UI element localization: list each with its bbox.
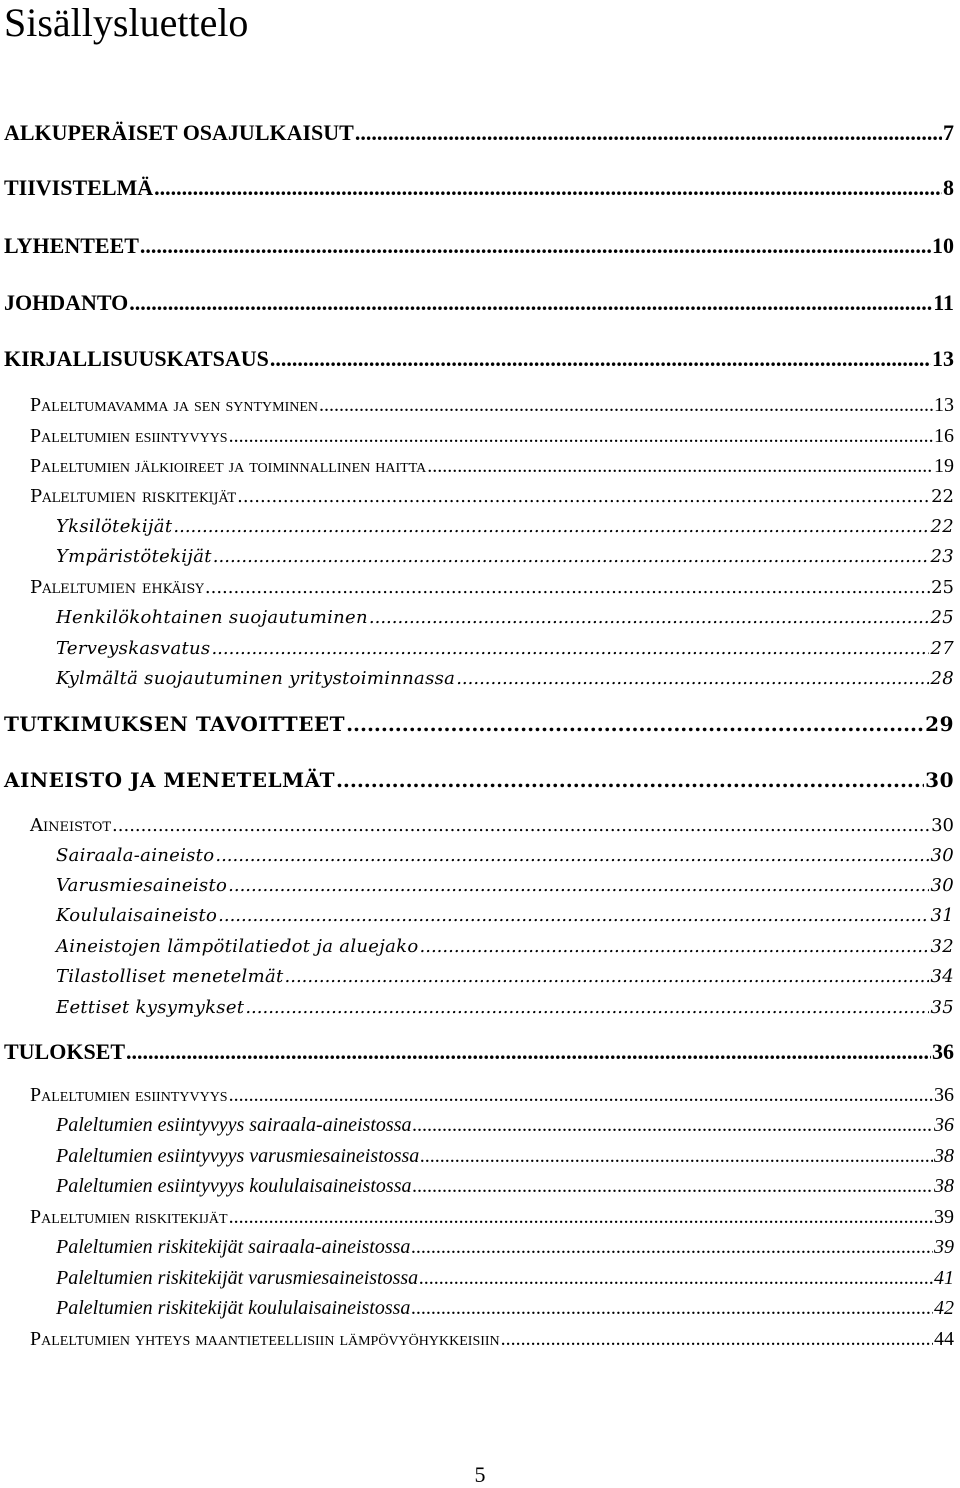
toc-entry-page: 22: [930, 516, 954, 537]
toc-entry-title: Aineistojen lämpötilatiedot ja aluejako: [56, 936, 419, 957]
dot-leader: [218, 905, 929, 926]
toc-entry-page: 30: [930, 875, 954, 896]
toc-entry-title: Paleltumien riskitekijät: [30, 486, 237, 507]
toc-entry-title: Paleltumien riskitekijät varusmiesaineistossa: [56, 1267, 419, 1289]
toc-entry-level-3[interactable]: [56, 1175, 954, 1198]
toc-entry-title: Aineistot: [30, 815, 112, 836]
toc-entry-level-3[interactable]: [56, 966, 954, 987]
toc-entry-level-3[interactable]: [56, 546, 954, 567]
toc-entry-title: Paleltumien riskitekijät sairaala-aineistossa: [56, 1236, 411, 1258]
toc-entry-page: 30: [930, 845, 954, 866]
toc-entry-level-3[interactable]: [56, 607, 954, 628]
toc-entry-level-1[interactable]: [4, 712, 954, 736]
toc-entry-page: 7: [943, 120, 954, 145]
toc-entry-title: Paleltumien esiintyvyys varusmiesaineistossa: [56, 1145, 420, 1167]
toc-entry-page: 19: [934, 455, 954, 477]
toc-entry-level-2[interactable]: [30, 577, 954, 598]
toc-entry-level-2[interactable]: [30, 1328, 954, 1351]
dot-leader: [237, 486, 930, 507]
toc-entry-title: Eettiset kysymykset: [56, 997, 245, 1018]
dot-leader: [213, 546, 930, 567]
toc-entry-page: 36: [934, 1084, 954, 1106]
toc-entry-title: Paleltumien esiintyvyys koululaisaineistossa: [56, 1175, 412, 1197]
toc-entry-page: 22: [931, 486, 954, 507]
toc-entry-level-3[interactable]: [56, 516, 954, 537]
toc-entry-page: 13: [934, 394, 954, 416]
dot-leader: [229, 1084, 933, 1107]
dot-leader: [427, 455, 933, 478]
dot-leader: [215, 845, 929, 866]
toc-entry-level-1[interactable]: [4, 290, 954, 316]
toc-entry-title: AINEISTO JA MENETELMÄT: [4, 768, 335, 792]
toc-entry-level-1[interactable]: [4, 120, 954, 146]
dot-leader: [245, 997, 929, 1018]
dot-leader: [411, 1297, 933, 1320]
toc-entry-title: ALKUPERÄISET OSAJULKAISUT: [4, 120, 354, 145]
dot-leader: [285, 966, 930, 987]
toc-entry-title: Paleltumien esiintyvyys: [30, 425, 228, 447]
toc-entry-level-3[interactable]: [56, 638, 954, 659]
toc-entry-level-3[interactable]: [56, 936, 954, 957]
toc-entry-title: TUTKIMUKSEN TAVOITTEET: [4, 712, 346, 736]
toc-entry-page: 39: [934, 1206, 954, 1228]
toc-entry-level-2[interactable]: [30, 815, 954, 836]
toc-entry-level-3[interactable]: [56, 1114, 954, 1137]
dot-leader: [355, 120, 942, 146]
toc-entry-page: 25: [930, 607, 954, 628]
toc-entry-page: 35: [930, 997, 954, 1018]
toc-entry-page: 38: [934, 1175, 954, 1197]
toc-entry-page: 42: [934, 1297, 954, 1319]
dot-leader: [112, 815, 930, 836]
toc-entry-title: Paleltumien ehkäisy: [30, 577, 204, 598]
toc-entry-level-2[interactable]: [30, 394, 954, 417]
toc-entry-page: 25: [931, 577, 954, 598]
toc-entry-title: Sairaala-aineisto: [56, 845, 215, 866]
dot-leader: [229, 1206, 933, 1229]
toc-entry-page: 11: [933, 290, 954, 315]
toc-entry-level-1[interactable]: [4, 233, 954, 259]
toc-entry-level-1[interactable]: [4, 346, 954, 372]
toc-entry-level-3[interactable]: [56, 905, 954, 926]
toc-entry-page: 28: [930, 668, 954, 689]
toc-entry-title: KIRJALLISUUSKATSAUS: [4, 346, 269, 371]
dot-leader: [369, 607, 930, 628]
dot-leader: [319, 394, 933, 417]
toc-entry-level-1[interactable]: [4, 175, 954, 201]
dot-leader: [228, 875, 929, 896]
toc-entry-page: 23: [930, 546, 954, 567]
dot-leader: [346, 712, 924, 736]
toc-entry-level-2[interactable]: [30, 455, 954, 478]
dot-leader: [154, 175, 942, 201]
dot-leader: [129, 290, 932, 316]
toc-entry-title: Paleltumien esiintyvyys sairaala-aineistossa: [56, 1114, 412, 1136]
dot-leader: [411, 1236, 933, 1259]
toc-entry-level-3[interactable]: [56, 1297, 954, 1320]
toc-entry-page: 29: [925, 712, 954, 736]
toc-entry-level-3[interactable]: [56, 668, 954, 689]
dot-leader: [336, 768, 924, 792]
dot-leader: [211, 638, 929, 659]
toc-entry-level-2[interactable]: [30, 1206, 954, 1229]
toc-entry-level-3[interactable]: [56, 1236, 954, 1259]
toc-entry-title: Paleltumien riskitekijät: [30, 1206, 228, 1228]
toc-entry-title: Paleltumien yhteys maantieteellisiin lämpövyöhykkeisiin: [30, 1328, 500, 1350]
page-number: 5: [474, 1462, 486, 1487]
dot-leader: [420, 936, 930, 957]
toc-entry-level-2[interactable]: [30, 1084, 954, 1107]
toc-entry-level-1[interactable]: [4, 768, 954, 792]
toc-entry-page: 13: [932, 346, 954, 371]
toc-entry-level-2[interactable]: [30, 486, 954, 507]
dot-leader: [229, 425, 933, 448]
toc-entry-page: 8: [943, 175, 954, 200]
toc-entry-page: 38: [934, 1145, 954, 1167]
dot-leader: [126, 1039, 931, 1065]
dot-leader: [205, 577, 930, 598]
dot-leader: [413, 1175, 934, 1198]
toc-entry-title: Terveyskasvatus: [56, 638, 211, 659]
toc-entry-level-2[interactable]: [30, 425, 954, 448]
toc-entry-page: 27: [930, 638, 954, 659]
dot-leader: [420, 1145, 933, 1168]
toc-entry-level-3[interactable]: [56, 875, 954, 896]
toc-entry-level-3[interactable]: [56, 845, 954, 866]
toc-entry-title: Ympäristötekijät: [56, 546, 212, 567]
dot-leader: [270, 346, 931, 372]
toc-entry-level-3[interactable]: [56, 1267, 954, 1290]
dot-leader: [456, 668, 929, 689]
page-title: Sisällysluettelo: [4, 0, 249, 45]
toc-entry-title: TIIVISTELMÄ: [4, 175, 154, 200]
toc-entry-title: Koululaisaineisto: [56, 905, 218, 926]
toc-entry-page: 34: [930, 966, 954, 987]
toc-entry-level-1[interactable]: [4, 1039, 954, 1065]
toc-entry-title: Tilastolliset menetelmät: [56, 966, 284, 987]
toc-entry-page: 41: [934, 1267, 954, 1289]
dot-leader: [173, 516, 929, 537]
dot-leader: [413, 1114, 934, 1137]
toc-entry-level-3[interactable]: [56, 1145, 954, 1168]
toc-entry-title: Yksilötekijät: [56, 516, 173, 537]
toc-entry-page: 44: [934, 1328, 954, 1350]
toc-entry-title: Paleltumavamma ja sen syntyminen: [30, 394, 319, 416]
toc-entry-title: LYHENTEET: [4, 233, 139, 258]
toc-entry-page: 30: [925, 768, 954, 792]
toc-entry-title: Henkilökohtainen suojautuminen: [56, 607, 368, 628]
toc-entry-title: TULOKSET: [4, 1039, 126, 1064]
dot-leader: [501, 1328, 933, 1351]
toc-entry-title: Kylmältä suojautuminen yritystoiminnassa: [56, 668, 456, 689]
toc-entry-page: 32: [930, 936, 954, 957]
toc-entry-title: Paleltumien esiintyvyys: [30, 1084, 228, 1106]
toc-entry-page: 36: [934, 1114, 954, 1136]
toc-entry-page: 16: [934, 425, 954, 447]
toc-entry-level-3[interactable]: [56, 997, 954, 1018]
toc-entry-page: 36: [932, 1039, 954, 1064]
dot-leader: [140, 233, 931, 259]
toc-entry-page: 30: [931, 815, 954, 836]
toc-entry-title: Varusmiesaineisto: [56, 875, 228, 896]
toc-entry-title: Paleltumien riskitekijät koululaisaineistossa: [56, 1297, 411, 1319]
toc-entry-page: 31: [930, 905, 954, 926]
dot-leader: [419, 1267, 933, 1290]
toc-entry-page: 10: [932, 233, 954, 258]
toc-entry-title: Paleltumien jälkioireet ja toiminnallinen haitta: [30, 455, 427, 477]
toc-entry-page: 39: [934, 1236, 954, 1258]
toc-entry-title: JOHDANTO: [4, 290, 129, 315]
